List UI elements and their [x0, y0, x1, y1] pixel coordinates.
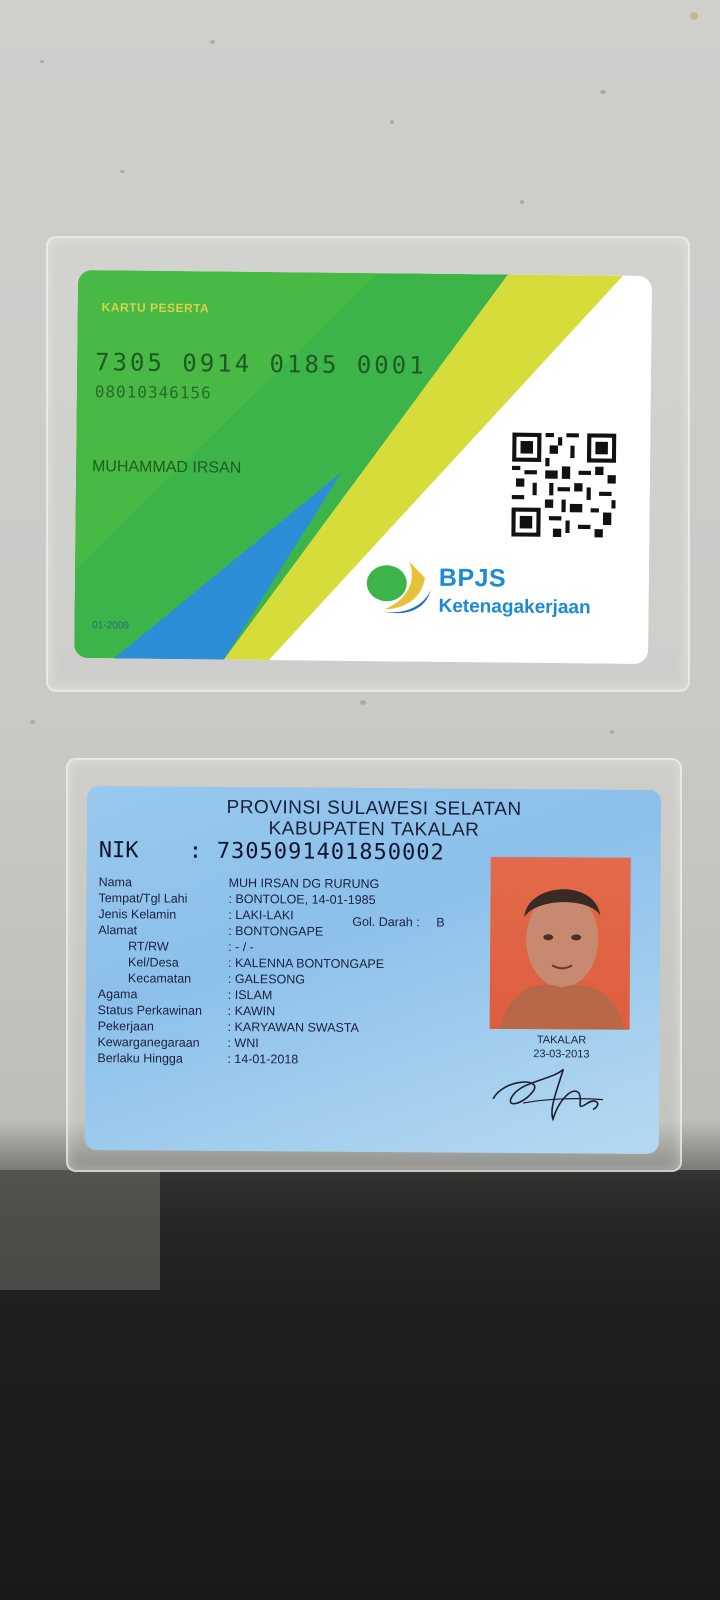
card-date: 01-2009: [92, 620, 130, 632]
shadow-edge: [0, 1170, 160, 1290]
field-value: MUH IRSAN DG RURUNG: [228, 875, 380, 892]
brand-name: BPJS: [438, 563, 507, 593]
field-value: : LAKI-LAKI: [228, 907, 294, 923]
field-label: Kecamatan: [127, 971, 192, 986]
card-number: 7305 0914 0185 0001: [94, 348, 427, 380]
field-label: Kewarganegaraan: [97, 1035, 200, 1050]
surface-speck: [360, 700, 366, 705]
field-value: : KALENNA BONTONGAPE: [227, 955, 385, 972]
card-label: KARTU PESERTA: [101, 300, 210, 316]
surface-speck: [30, 720, 35, 724]
field-value: : BONTONGAPE: [228, 923, 324, 939]
bpjs-logo-icon: [364, 559, 433, 618]
nik-label: NIK: [98, 838, 139, 864]
field-value: : 14-01-2018: [227, 1051, 299, 1067]
surface-speck: [520, 200, 524, 204]
field-value: : WNI: [227, 1035, 259, 1051]
field-label: Alamat: [98, 923, 138, 938]
field-label: Nama: [98, 875, 132, 890]
field-value: : ISLAM: [227, 987, 273, 1003]
surface-speck: [210, 40, 215, 44]
field-label: Pekerjaan: [97, 1019, 154, 1034]
surface-speck: [600, 90, 606, 94]
field-label: Tempat/Tgl Lahi: [98, 891, 188, 906]
blood-type-value: B: [436, 915, 445, 930]
field-label: RT/RW: [128, 939, 169, 954]
province-title: PROVINSI SULAWESI SELATAN: [226, 796, 522, 821]
issue-date: 23-03-2013: [533, 1048, 590, 1061]
field-value: : KAWIN: [227, 1003, 276, 1019]
brand-subtitle: Ketenagakerjaan: [438, 595, 591, 619]
field-value: : GALESONG: [227, 971, 306, 987]
field-label: Status Perkawinan: [97, 1003, 202, 1018]
qr-code-icon: [511, 433, 616, 538]
blood-type-label: Gol. Darah :: [352, 914, 420, 930]
surface-speck: [610, 730, 614, 734]
field-label: Kel/Desa: [127, 955, 179, 970]
surface-speck: [120, 170, 125, 173]
signature-icon: [483, 1059, 613, 1130]
nik-value: 730509140185000‌2: [216, 838, 445, 866]
surface-speck: [40, 60, 44, 63]
field-value: : BONTOLOE, 14-01-1985: [228, 891, 376, 908]
field-label: Agama: [97, 987, 138, 1002]
person-portrait-icon: [490, 857, 631, 1030]
bpjs-card: [74, 270, 652, 664]
surface-speck: [390, 120, 394, 124]
id-photo: [490, 857, 631, 1030]
field-label: Berlaku Hingga: [97, 1051, 183, 1066]
field-value: : - / -: [228, 939, 254, 955]
surface-speck: [690, 12, 698, 20]
field-label: Jenis Kelamin: [98, 907, 177, 922]
ktp-card: [85, 786, 662, 1154]
nik-colon: :: [188, 838, 203, 864]
regency-title: KABUPATEN TAKALAR: [268, 818, 480, 841]
issue-place: TAKALAR: [536, 1034, 587, 1047]
cardholder-name: MUHAMMAD IRSAN: [91, 458, 242, 477]
participant-number: 08010346156: [94, 382, 212, 403]
field-value: : KARYAWAN SWASTA: [227, 1019, 359, 1035]
